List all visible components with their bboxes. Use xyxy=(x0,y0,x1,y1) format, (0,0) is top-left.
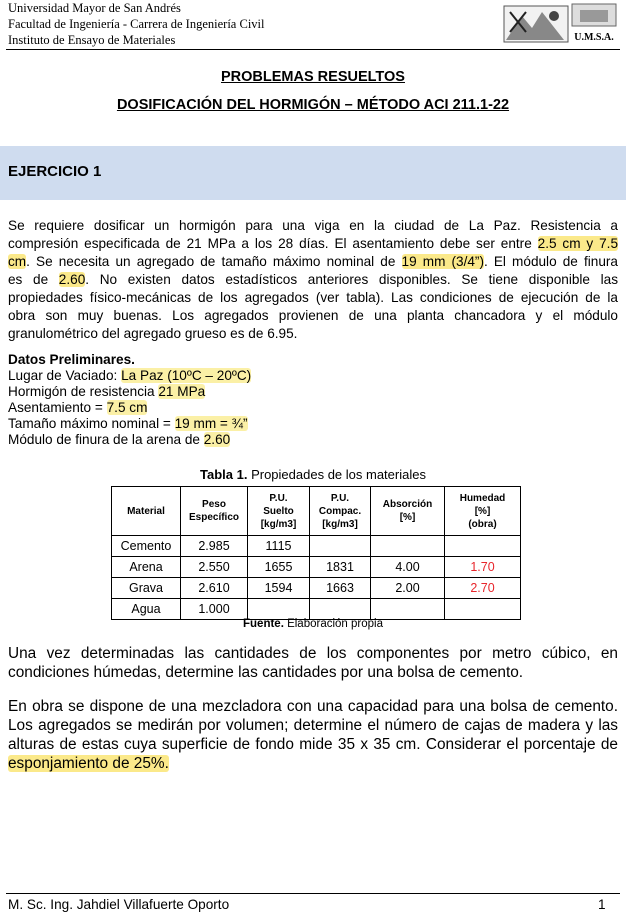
statement-text: Se requiere dosificar un hormigón para una viga en la ciudad de La Paz. Resistencia a xyxy=(8,218,618,233)
bulking-highlight: esponjamiento de 25%. xyxy=(8,755,169,772)
question-2-line-2: Los agregados se medirán por volumen; determine el número de cajas de madera y las xyxy=(8,717,618,734)
institution-institute: Instituto de Ensayo de Materiales xyxy=(8,33,176,47)
table-source-text: Elaboración propia xyxy=(283,618,383,630)
table-row xyxy=(112,578,521,599)
statement-line-5 xyxy=(8,289,618,307)
header-moisture: Humedad [%] (obra) xyxy=(445,487,521,536)
table-cell: 2.550 xyxy=(181,557,248,578)
preliminary-label: Tamaño máximo nominal = xyxy=(8,416,175,431)
materials-properties-table xyxy=(111,486,521,620)
statement-text: . El módulo de finura xyxy=(483,254,618,269)
table-cell: 1655 xyxy=(248,557,310,578)
question-1-line-2: condiciones húmedas, determine las cantidades por una bolsa de cemento. xyxy=(8,664,524,681)
footer-rule xyxy=(6,893,620,894)
table-caption-text: Propiedades de los materiales xyxy=(247,467,426,482)
table-cell-moisture-highlight: 1.70 xyxy=(445,557,521,578)
table-row xyxy=(112,599,521,620)
table-cell: Arena xyxy=(112,557,181,578)
footer-author: M. Sc. Ing. Jahdiel Villafuerte Oporto xyxy=(8,897,230,912)
preliminary-item xyxy=(8,431,230,449)
table-cell xyxy=(371,536,445,557)
main-title: PROBLEMAS RESUELTOS xyxy=(221,69,405,85)
preliminary-label: Lugar de Vaciado: xyxy=(8,368,122,383)
preliminary-value: 21 MPa xyxy=(158,384,206,399)
table-row xyxy=(112,557,521,578)
preliminary-value: 7.5 cm xyxy=(106,400,148,415)
table-cell xyxy=(445,599,521,620)
preliminary-label: Módulo de finura de la arena de xyxy=(8,432,204,447)
table-cell: 1115 xyxy=(248,536,310,557)
table-header-row xyxy=(112,487,521,536)
statement-text: propiedades físico-mecánicas de los agregados (ver tabla). Las condiciones de ejecución de la xyxy=(8,290,618,305)
statement-line-3 xyxy=(8,253,618,271)
page-number: 1 xyxy=(598,897,606,912)
header-specific-gravity: Peso Específico xyxy=(181,487,248,536)
preliminary-label: Asentamiento = xyxy=(8,400,107,415)
table-cell: 2.985 xyxy=(181,536,248,557)
header-rule xyxy=(6,49,620,50)
table-cell: 1663 xyxy=(310,578,371,599)
statement-text: . No existen datos estadísticos anteriores disponibles. Se tiene disponible las xyxy=(85,272,619,287)
table-cell: Cemento xyxy=(112,536,181,557)
question-2-line-1: En obra se dispone de una mezcladora con una capacidad para una bolsa de cemento. xyxy=(8,698,618,715)
institution-faculty: Facultad de Ingeniería - Carrera de Ingeniería Civil xyxy=(8,17,265,31)
table-source xyxy=(0,618,626,630)
aggregate-size-highlight: 19 mm (3/4”) xyxy=(401,254,484,269)
statement-line-6 xyxy=(8,307,618,325)
header-loose-unit-weight: P.U. Suelto [kg/m3] xyxy=(248,487,310,536)
table-cell: 1831 xyxy=(310,557,371,578)
statement-line-7 xyxy=(8,325,297,343)
statement-text: es de xyxy=(8,272,59,287)
table-cell xyxy=(248,599,310,620)
question-1-line-1: Una vez determinadas las cantidades de los componentes por metro cúbico, en xyxy=(8,645,618,662)
table-cell: Grava xyxy=(112,578,181,599)
statement-line-4 xyxy=(8,271,618,289)
table-cell xyxy=(310,536,371,557)
table-cell xyxy=(445,536,521,557)
statement-line-1 xyxy=(8,217,618,235)
slump-highlight: 2.5 cm y 7.5 xyxy=(537,236,618,251)
table-cell-moisture-highlight: 2.70 xyxy=(445,578,521,599)
table-source-label: Fuente. xyxy=(243,618,284,630)
umsa-logo-emblem-icon xyxy=(502,2,620,46)
sub-title: DOSIFICACIÓN DEL HORMIGÓN – MÉTODO ACI 211.1-22 xyxy=(116,97,510,113)
institution-university: Universidad Mayor de San Andrés xyxy=(8,1,181,15)
table-caption-label: Tabla 1. xyxy=(200,467,248,482)
table-cell: 4.00 xyxy=(371,557,445,578)
table-cell xyxy=(310,599,371,620)
table-cell: 2.00 xyxy=(371,578,445,599)
table-cell: 1.000 xyxy=(181,599,248,620)
preliminary-label: Hormigón de resistencia xyxy=(8,384,159,399)
preliminary-value: 19 mm = ¾” xyxy=(174,416,248,431)
table-cell: 2.610 xyxy=(181,578,248,599)
logo-text: U.M.S.A. xyxy=(574,32,614,43)
statement-text: obra son muy buenas. Los agregados provienen de una planta chancadora y el módulo xyxy=(8,308,618,323)
table-caption xyxy=(0,467,626,482)
umsa-logo xyxy=(502,2,620,46)
question-2-line-4 xyxy=(8,754,169,773)
table-cell: 1594 xyxy=(248,578,310,599)
question-2-line-3: alturas de estas cuya superficie de fondo mide 35 x 35 cm. Considerar el porcentaje de xyxy=(8,736,618,753)
exercise-heading: EJERCICIO 1 xyxy=(8,163,102,180)
slump-unit-highlight: cm xyxy=(8,254,27,269)
statement-text: granulométrico del agregado grueso es de 6.95. xyxy=(8,326,298,341)
preliminary-value: 2.60 xyxy=(203,432,231,447)
header-material: Material xyxy=(112,487,181,536)
fineness-highlight: 2.60 xyxy=(58,272,86,287)
statement-text: . Se necesita un agregado de tamaño máximo nominal de xyxy=(26,254,402,269)
preliminary-value: La Paz (10ºC – 20ºC) xyxy=(121,368,252,383)
table-row xyxy=(112,536,521,557)
statement-line-2 xyxy=(8,235,618,253)
header-absorption: Absorción [%] xyxy=(371,487,445,536)
header-compacted-unit-weight: P.U. Compac. [kg/m3] xyxy=(310,487,371,536)
preliminary-heading: Datos Preliminares. xyxy=(8,352,135,367)
statement-text: compresión especificada de 21 MPa a los 28 días. El asentamiento debe ser entre xyxy=(8,236,538,251)
table-cell xyxy=(371,599,445,620)
table-cell: Agua xyxy=(112,599,181,620)
